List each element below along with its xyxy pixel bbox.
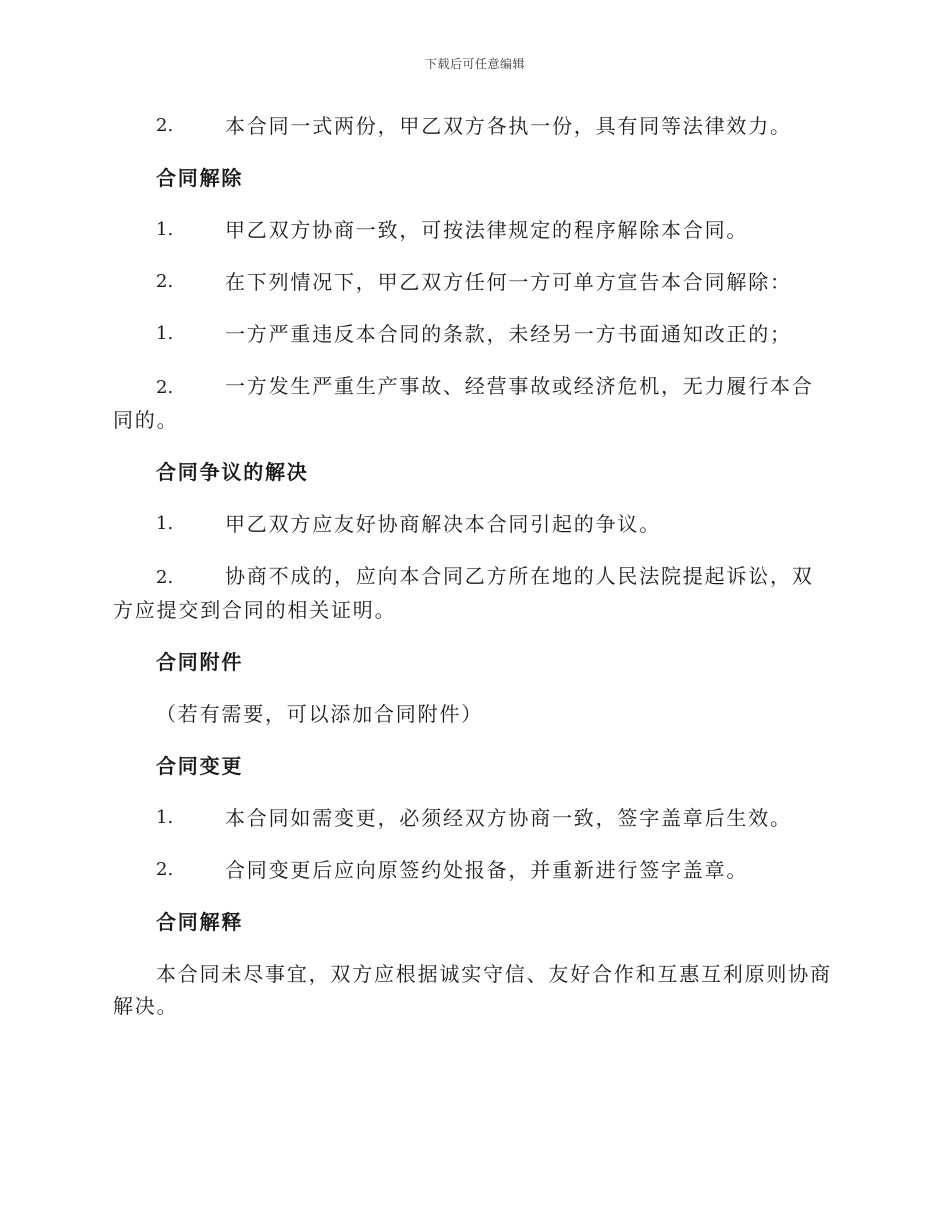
clause-item: [113, 266, 833, 298]
clause-number: 1.: [156, 807, 174, 828]
clause-item: [113, 318, 833, 350]
document-body: [113, 110, 833, 1042]
clause-number: 1.: [156, 513, 174, 534]
clause-number: 1.: [156, 323, 174, 344]
clause-number: 2.: [156, 859, 174, 880]
clause-text: 本合同一式两份，甲乙双方各执一份，具有同等法律效力。: [225, 114, 792, 138]
clause-text: 协商不成的，应向本合同乙方所在地的人民法院提起诉讼，双方应提交到合同的相关证明。: [113, 564, 814, 622]
clause-item: [113, 854, 833, 886]
clause-number: 1.: [156, 219, 174, 240]
clause-text: 合同变更后应向原签约处报备，并重新进行签字盖章。: [225, 858, 749, 882]
clause-number: 2.: [156, 567, 174, 588]
clause-item: [113, 802, 833, 834]
clause-item: [113, 110, 833, 142]
clause-item: [113, 214, 833, 246]
attachment-note: （若有需要，可以添加合同附件）: [156, 702, 483, 726]
clause-item: [113, 508, 833, 540]
clause-text: 甲乙双方应友好协商解决本合同引起的争议。: [225, 512, 661, 536]
page-header: 下载后可任意编辑: [424, 57, 525, 71]
clause-text: 一方发生严重生产事故、经营事故或经济危机，无力履行本合同的。: [113, 374, 814, 432]
section-heading: 合同争议的解决: [156, 460, 309, 484]
clause-text: 一方严重违反本合同的条款，未经另一方书面通知改正的；: [225, 322, 792, 346]
clause-text: 甲乙双方协商一致，可按法律规定的程序解除本合同。: [225, 218, 749, 242]
clause-text: 在下列情况下，甲乙双方任何一方可单方宣告本合同解除：: [225, 270, 792, 294]
clause-item: [113, 560, 833, 626]
section-heading: 合同附件: [156, 650, 244, 674]
clause-text: 本合同如需变更，必须经双方协商一致，签字盖章后生效。: [225, 806, 792, 830]
clause-item: [113, 370, 833, 436]
body-paragraph: 本合同未尽事宜，双方应根据诚实守信、友好合作和互惠互利原则协商解决。: [113, 962, 832, 1018]
clause-number: 2.: [156, 271, 174, 292]
section-heading: 合同变更: [156, 754, 244, 778]
clause-number: 2.: [156, 377, 174, 398]
section-heading: 合同解释: [156, 910, 244, 934]
clause-number: 2.: [156, 115, 174, 136]
section-heading: 合同解除: [156, 166, 244, 190]
